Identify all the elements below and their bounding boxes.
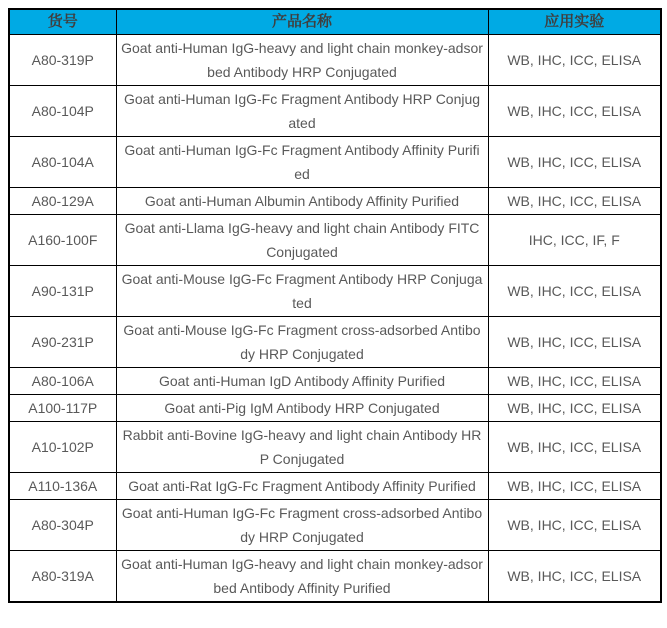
applications-cell: WB, IHC, ICC, ELISA — [488, 368, 661, 395]
header-product-name: 产品名称 — [116, 9, 488, 35]
applications-cell: WB, IHC, ICC, ELISA — [488, 551, 661, 603]
table-row — [9, 215, 661, 266]
sku-cell: A80-304P — [9, 500, 116, 551]
applications-cell: WB, IHC, ICC, ELISA — [488, 317, 661, 368]
product-name-cell: Goat anti-Human IgG-Fc Fragment Antibody Affinity Purified — [116, 137, 488, 188]
applications-cell: WB, IHC, ICC, ELISA — [488, 35, 661, 86]
applications-cell: WB, IHC, ICC, ELISA — [488, 500, 661, 551]
product-name-cell: Goat anti-Human IgG-Fc Fragment Antibody HRP Conjugated — [116, 86, 488, 137]
sku-cell: A80-129A — [9, 188, 116, 215]
table-row — [9, 86, 661, 137]
table-row — [9, 266, 661, 317]
product-name-cell: Goat anti-Llama IgG-heavy and light chain Antibody FITC Conjugated — [116, 215, 488, 266]
sku-cell: A80-104P — [9, 86, 116, 137]
table-header-row — [9, 9, 661, 35]
table-row — [9, 188, 661, 215]
product-name-cell: Goat anti-Human IgG-Fc Fragment cross-adsorbed Antibody HRP Conjugated — [116, 500, 488, 551]
applications-cell: WB, IHC, ICC, ELISA — [488, 86, 661, 137]
table-row — [9, 317, 661, 368]
sku-cell: A110-136A — [9, 473, 116, 500]
product-name-cell: Goat anti-Pig IgM Antibody HRP Conjugated — [116, 395, 488, 422]
sku-cell: A100-117P — [9, 395, 116, 422]
applications-cell: WB, IHC, ICC, ELISA — [488, 137, 661, 188]
applications-cell: WB, IHC, ICC, ELISA — [488, 422, 661, 473]
product-catalog-table — [8, 8, 662, 603]
sku-cell: A80-104A — [9, 137, 116, 188]
table-row — [9, 368, 661, 395]
table-row — [9, 500, 661, 551]
product-name-cell: Goat anti-Rat IgG-Fc Fragment Antibody Affinity Purified — [116, 473, 488, 500]
applications-cell: WB, IHC, ICC, ELISA — [488, 188, 661, 215]
sku-cell: A80-319A — [9, 551, 116, 603]
sku-cell: A80-319P — [9, 35, 116, 86]
table-row — [9, 35, 661, 86]
product-name-cell: Goat anti-Mouse IgG-Fc Fragment cross-adsorbed Antibody HRP Conjugated — [116, 317, 488, 368]
table-row — [9, 422, 661, 473]
header-applications: 应用实验 — [488, 9, 661, 35]
table-row — [9, 395, 661, 422]
sku-cell: A10-102P — [9, 422, 116, 473]
product-name-cell: Goat anti-Mouse IgG-Fc Fragment Antibody HRP Conjugated — [116, 266, 488, 317]
applications-cell: IHC, ICC, IF, F — [488, 215, 661, 266]
sku-cell: A160-100F — [9, 215, 116, 266]
product-name-cell: Goat anti-Human IgD Antibody Affinity Purified — [116, 368, 488, 395]
sku-cell: A90-131P — [9, 266, 116, 317]
product-name-cell: Rabbit anti-Bovine IgG-heavy and light chain Antibody HRP Conjugated — [116, 422, 488, 473]
product-name-cell: Goat anti-Human Albumin Antibody Affinity Purified — [116, 188, 488, 215]
sku-cell: A90-231P — [9, 317, 116, 368]
table-row — [9, 137, 661, 188]
table-row — [9, 551, 661, 603]
applications-cell: WB, IHC, ICC, ELISA — [488, 473, 661, 500]
product-name-cell: Goat anti-Human IgG-heavy and light chain monkey-adsorbed Antibody Affinity Purified — [116, 551, 488, 603]
applications-cell: WB, IHC, ICC, ELISA — [488, 395, 661, 422]
header-item-number: 货号 — [9, 9, 116, 35]
table-row — [9, 473, 661, 500]
product-name-cell: Goat anti-Human IgG-heavy and light chain monkey-adsorbed Antibody HRP Conjugated — [116, 35, 488, 86]
applications-cell: WB, IHC, ICC, ELISA — [488, 266, 661, 317]
sku-cell: A80-106A — [9, 368, 116, 395]
